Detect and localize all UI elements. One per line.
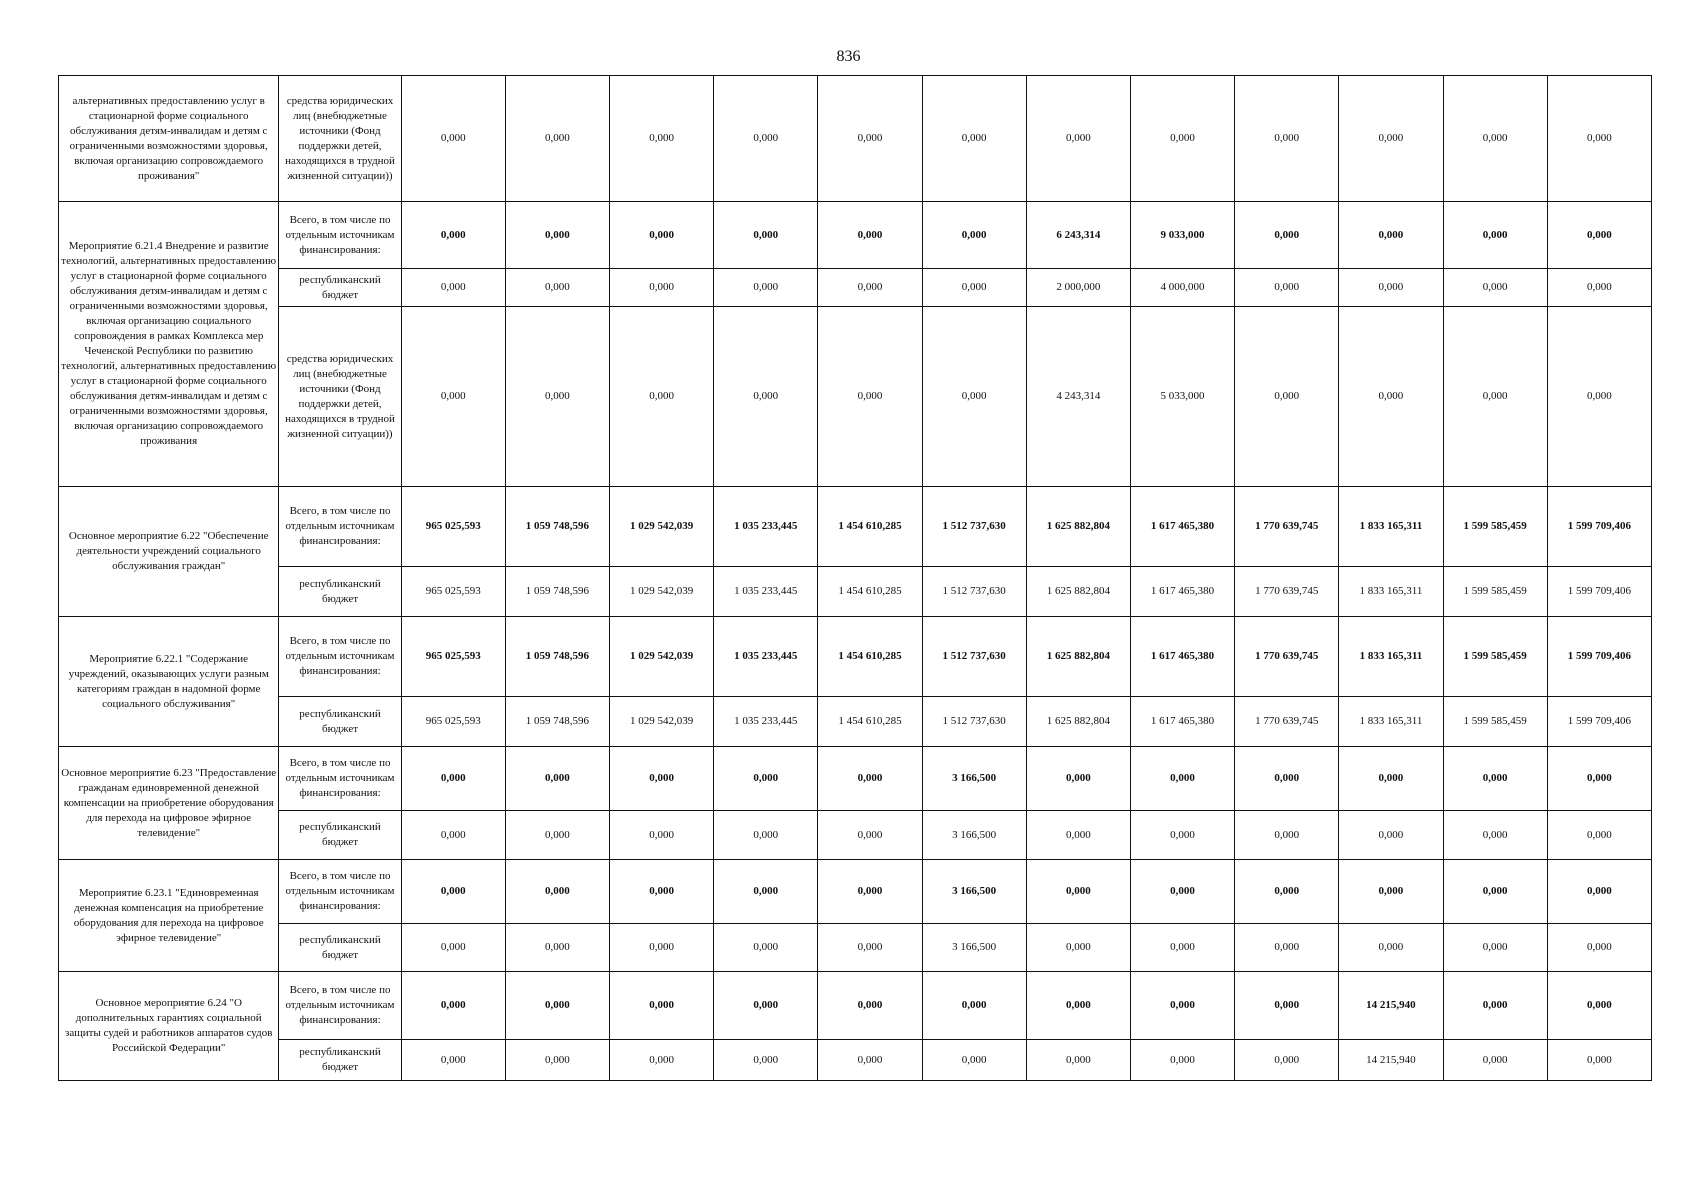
- amount-cell: 1 029 542,039: [610, 487, 714, 567]
- amount-cell: 1 512 737,630: [922, 697, 1026, 747]
- amount-cell: 0,000: [818, 924, 922, 972]
- amount-cell: 0,000: [505, 269, 609, 307]
- amount-cell: 1 035 233,445: [714, 697, 818, 747]
- amount-cell: 0,000: [1443, 1040, 1547, 1081]
- amount-cell: 1 454 610,285: [818, 617, 922, 697]
- amount-cell: 0,000: [1026, 924, 1130, 972]
- amount-cell: 1 833 165,311: [1339, 697, 1443, 747]
- amount-cell: 0,000: [505, 747, 609, 811]
- amount-cell: 14 215,940: [1339, 1040, 1443, 1081]
- amount-cell: 1 029 542,039: [610, 617, 714, 697]
- amount-cell: 1 625 882,804: [1026, 617, 1130, 697]
- amount-cell: 0,000: [922, 269, 1026, 307]
- amount-cell: 0,000: [714, 76, 818, 202]
- amount-cell: 0,000: [1547, 972, 1651, 1040]
- page-number: 836: [836, 48, 861, 65]
- amount-cell: 1 029 542,039: [610, 567, 714, 617]
- table-row: [59, 307, 1652, 487]
- amount-cell: 1 625 882,804: [1026, 487, 1130, 567]
- amount-cell: 1 617 465,380: [1130, 487, 1234, 567]
- amount-cell: 0,000: [1443, 924, 1547, 972]
- amount-cell: 0,000: [1235, 860, 1339, 924]
- amount-cell: 1 617 465,380: [1130, 697, 1234, 747]
- amount-cell: 0,000: [1235, 269, 1339, 307]
- amount-cell: 1 512 737,630: [922, 487, 1026, 567]
- amount-cell: 0,000: [401, 307, 505, 487]
- amount-cell: 0,000: [714, 269, 818, 307]
- amount-cell: 0,000: [610, 202, 714, 269]
- amount-cell: 0,000: [1026, 747, 1130, 811]
- amount-cell: 1 599 585,459: [1443, 697, 1547, 747]
- table-row: [59, 697, 1652, 747]
- amount-cell: 3 166,500: [922, 747, 1026, 811]
- amount-cell: 1 617 465,380: [1130, 567, 1234, 617]
- funding-source: Всего, в том числе по отдельным источникам финансирования:: [279, 972, 401, 1040]
- amount-cell: 0,000: [401, 860, 505, 924]
- amount-cell: 0,000: [505, 860, 609, 924]
- amount-cell: 0,000: [1235, 76, 1339, 202]
- amount-cell: 1 454 610,285: [818, 487, 922, 567]
- amount-cell: 0,000: [1130, 1040, 1234, 1081]
- funding-source: республиканский бюджет: [279, 567, 401, 617]
- amount-cell: 0,000: [1235, 972, 1339, 1040]
- amount-cell: 0,000: [401, 269, 505, 307]
- table-row: [59, 747, 1652, 811]
- amount-cell: 0,000: [610, 269, 714, 307]
- amount-cell: 0,000: [505, 202, 609, 269]
- amount-cell: 0,000: [922, 76, 1026, 202]
- amount-cell: 965 025,593: [401, 697, 505, 747]
- funding-source: средства юридических лиц (внебюджетные источники (Фонд поддержки детей, находящихся в трудной жизненной ситуации)): [279, 76, 401, 202]
- amount-cell: 0,000: [818, 972, 922, 1040]
- amount-cell: 9 033,000: [1130, 202, 1234, 269]
- amount-cell: 0,000: [818, 307, 922, 487]
- amount-cell: 4 000,000: [1130, 269, 1234, 307]
- amount-cell: 0,000: [1130, 747, 1234, 811]
- table-row: [59, 811, 1652, 860]
- amount-cell: 0,000: [505, 972, 609, 1040]
- table-row: [59, 972, 1652, 1040]
- budget-table: [58, 75, 1652, 1081]
- amount-cell: 0,000: [505, 76, 609, 202]
- amount-cell: 0,000: [505, 811, 609, 860]
- amount-cell: 1 454 610,285: [818, 697, 922, 747]
- amount-cell: 0,000: [818, 76, 922, 202]
- amount-cell: 1 035 233,445: [714, 617, 818, 697]
- amount-cell: 1 599 585,459: [1443, 567, 1547, 617]
- amount-cell: 0,000: [818, 811, 922, 860]
- funding-source: республиканский бюджет: [279, 1040, 401, 1081]
- amount-cell: 0,000: [1130, 860, 1234, 924]
- table-row: [59, 76, 1652, 202]
- amount-cell: 0,000: [1130, 811, 1234, 860]
- amount-cell: 0,000: [1443, 747, 1547, 811]
- funding-source: республиканский бюджет: [279, 811, 401, 860]
- amount-cell: 1 599 585,459: [1443, 487, 1547, 567]
- funding-source: республиканский бюджет: [279, 924, 401, 972]
- amount-cell: 1 770 639,745: [1235, 487, 1339, 567]
- amount-cell: 0,000: [401, 76, 505, 202]
- amount-cell: 0,000: [610, 972, 714, 1040]
- amount-cell: 3 166,500: [922, 924, 1026, 972]
- activity-title: Основное мероприятие 6.23 "Предоставление гражданам единовременной денежной компенсации на приобретение оборудования для перехода на цифровое эфирное телевидение": [59, 747, 279, 860]
- amount-cell: 0,000: [818, 202, 922, 269]
- amount-cell: 0,000: [1443, 972, 1547, 1040]
- funding-source: Всего, в том числе по отдельным источникам финансирования:: [279, 487, 401, 567]
- amount-cell: 0,000: [1547, 269, 1651, 307]
- amount-cell: 2 000,000: [1026, 269, 1130, 307]
- amount-cell: 0,000: [1235, 307, 1339, 487]
- amount-cell: 1 059 748,596: [505, 697, 609, 747]
- funding-source: средства юридических лиц (внебюджетные источники (Фонд поддержки детей, находящихся в трудной жизненной ситуации)): [279, 307, 401, 487]
- amount-cell: 965 025,593: [401, 617, 505, 697]
- amount-cell: 0,000: [1339, 202, 1443, 269]
- amount-cell: 0,000: [1026, 972, 1130, 1040]
- amount-cell: 1 625 882,804: [1026, 697, 1130, 747]
- amount-cell: 0,000: [1130, 76, 1234, 202]
- amount-cell: 0,000: [818, 860, 922, 924]
- amount-cell: 0,000: [1547, 924, 1651, 972]
- amount-cell: 1 833 165,311: [1339, 617, 1443, 697]
- amount-cell: 0,000: [401, 972, 505, 1040]
- activity-title: альтернативных предоставлению услуг в стационарной форме социального обслуживания детям-инвалидам и детям с ограниченными возможностями здоровья, включая организацию сопровождаемого проживания": [59, 76, 279, 202]
- amount-cell: 1 833 165,311: [1339, 567, 1443, 617]
- amount-cell: 14 215,940: [1339, 972, 1443, 1040]
- amount-cell: 1 599 709,406: [1547, 487, 1651, 567]
- amount-cell: 1 625 882,804: [1026, 567, 1130, 617]
- table-row: [59, 269, 1652, 307]
- amount-cell: 0,000: [1339, 76, 1443, 202]
- amount-cell: 0,000: [922, 307, 1026, 487]
- amount-cell: 0,000: [1130, 972, 1234, 1040]
- amount-cell: 0,000: [610, 1040, 714, 1081]
- amount-cell: 965 025,593: [401, 487, 505, 567]
- amount-cell: 1 454 610,285: [818, 567, 922, 617]
- amount-cell: 0,000: [714, 307, 818, 487]
- amount-cell: 1 059 748,596: [505, 567, 609, 617]
- amount-cell: 0,000: [1443, 307, 1547, 487]
- amount-cell: 0,000: [1026, 1040, 1130, 1081]
- amount-cell: 1 599 709,406: [1547, 617, 1651, 697]
- amount-cell: 0,000: [714, 1040, 818, 1081]
- amount-cell: 0,000: [922, 972, 1026, 1040]
- amount-cell: 0,000: [1547, 76, 1651, 202]
- amount-cell: 0,000: [610, 924, 714, 972]
- table-row: [59, 924, 1652, 972]
- amount-cell: 0,000: [1443, 202, 1547, 269]
- amount-cell: 0,000: [1443, 76, 1547, 202]
- amount-cell: 1 035 233,445: [714, 487, 818, 567]
- amount-cell: 0,000: [401, 747, 505, 811]
- table-row: [59, 617, 1652, 697]
- amount-cell: 965 025,593: [401, 567, 505, 617]
- amount-cell: 0,000: [1547, 1040, 1651, 1081]
- amount-cell: 5 033,000: [1130, 307, 1234, 487]
- amount-cell: 6 243,314: [1026, 202, 1130, 269]
- amount-cell: 0,000: [610, 747, 714, 811]
- amount-cell: 0,000: [1339, 860, 1443, 924]
- amount-cell: 0,000: [1339, 747, 1443, 811]
- amount-cell: 0,000: [1026, 811, 1130, 860]
- amount-cell: 0,000: [1547, 811, 1651, 860]
- amount-cell: 0,000: [1547, 860, 1651, 924]
- amount-cell: 0,000: [1443, 269, 1547, 307]
- amount-cell: 3 166,500: [922, 860, 1026, 924]
- activity-title: Мероприятие 6.22.1 "Содержание учреждений, оказывающих услуги разным категориям граждан в надомной форме социального обслуживания": [59, 617, 279, 747]
- amount-cell: 0,000: [1130, 924, 1234, 972]
- amount-cell: 0,000: [610, 76, 714, 202]
- amount-cell: 1 029 542,039: [610, 697, 714, 747]
- amount-cell: 1 833 165,311: [1339, 487, 1443, 567]
- amount-cell: 0,000: [1339, 269, 1443, 307]
- amount-cell: 0,000: [818, 747, 922, 811]
- amount-cell: 1 770 639,745: [1235, 567, 1339, 617]
- amount-cell: 1 059 748,596: [505, 617, 609, 697]
- amount-cell: 0,000: [1026, 860, 1130, 924]
- activity-title: Основное мероприятие 6.24 "О дополнительных гарантиях социальной защиты судей и работников аппаратов судов Российской Федерации": [59, 972, 279, 1081]
- amount-cell: 0,000: [922, 1040, 1026, 1081]
- amount-cell: 0,000: [818, 1040, 922, 1081]
- amount-cell: 0,000: [1026, 76, 1130, 202]
- amount-cell: 0,000: [1547, 747, 1651, 811]
- amount-cell: 0,000: [1339, 924, 1443, 972]
- amount-cell: 0,000: [818, 269, 922, 307]
- table-row: [59, 487, 1652, 567]
- amount-cell: 0,000: [714, 747, 818, 811]
- activity-title: Основное мероприятие 6.22 "Обеспечение деятельности учреждений социального обслуживания граждан": [59, 487, 279, 617]
- amount-cell: 0,000: [714, 924, 818, 972]
- amount-cell: 0,000: [401, 924, 505, 972]
- amount-cell: 0,000: [1339, 811, 1443, 860]
- amount-cell: 0,000: [505, 1040, 609, 1081]
- amount-cell: 1 512 737,630: [922, 617, 1026, 697]
- amount-cell: 1 035 233,445: [714, 567, 818, 617]
- amount-cell: 1 599 585,459: [1443, 617, 1547, 697]
- amount-cell: 0,000: [1547, 202, 1651, 269]
- amount-cell: 0,000: [1547, 307, 1651, 487]
- amount-cell: 1 599 709,406: [1547, 697, 1651, 747]
- amount-cell: 0,000: [714, 972, 818, 1040]
- activity-title: Мероприятие 6.23.1 "Единовременная денежная компенсация на приобретение оборудования для перехода на цифровое эфирное телевидение": [59, 860, 279, 972]
- funding-source: республиканский бюджет: [279, 697, 401, 747]
- amount-cell: 0,000: [1443, 860, 1547, 924]
- amount-cell: 0,000: [610, 811, 714, 860]
- amount-cell: 0,000: [1235, 924, 1339, 972]
- table-row: [59, 202, 1652, 269]
- funding-source: Всего, в том числе по отдельным источникам финансирования:: [279, 860, 401, 924]
- funding-source: Всего, в том числе по отдельным источникам финансирования:: [279, 747, 401, 811]
- amount-cell: 0,000: [1235, 811, 1339, 860]
- amount-cell: 0,000: [505, 307, 609, 487]
- amount-cell: 0,000: [1235, 747, 1339, 811]
- amount-cell: 1 617 465,380: [1130, 617, 1234, 697]
- table-row: [59, 1040, 1652, 1081]
- funding-source: Всего, в том числе по отдельным источникам финансирования:: [279, 202, 401, 269]
- amount-cell: 1 059 748,596: [505, 487, 609, 567]
- amount-cell: 0,000: [714, 202, 818, 269]
- amount-cell: 1 599 709,406: [1547, 567, 1651, 617]
- amount-cell: 0,000: [1443, 811, 1547, 860]
- amount-cell: 0,000: [1235, 202, 1339, 269]
- amount-cell: 0,000: [610, 307, 714, 487]
- amount-cell: 0,000: [401, 811, 505, 860]
- amount-cell: 0,000: [505, 924, 609, 972]
- amount-cell: 0,000: [610, 860, 714, 924]
- amount-cell: 0,000: [401, 1040, 505, 1081]
- amount-cell: 3 166,500: [922, 811, 1026, 860]
- funding-source: Всего, в том числе по отдельным источникам финансирования:: [279, 617, 401, 697]
- amount-cell: 1 770 639,745: [1235, 617, 1339, 697]
- funding-source: республиканский бюджет: [279, 269, 401, 307]
- amount-cell: 4 243,314: [1026, 307, 1130, 487]
- amount-cell: 0,000: [1339, 307, 1443, 487]
- amount-cell: 0,000: [1235, 1040, 1339, 1081]
- amount-cell: 1 770 639,745: [1235, 697, 1339, 747]
- amount-cell: 0,000: [401, 202, 505, 269]
- activity-title: Мероприятие 6.21.4 Внедрение и развитие технологий, альтернативных предоставлению услуг в стационарной форме социального обслуживания детям-инвалидам и детям с ограниченными возможностями здоровья, включая организацию социального сопровождения в рамках Комплекса мер Чеченской Республики по развитию технологий, альтернативных предоставлению услуг в стационарной форме социального обслуживания детям-инвалидам и детям с ограниченными возможностями здоровья, включая организацию сопровождаемого проживания: [59, 202, 279, 487]
- amount-cell: 1 512 737,630: [922, 567, 1026, 617]
- table-row: [59, 860, 1652, 924]
- amount-cell: 0,000: [714, 811, 818, 860]
- amount-cell: 0,000: [922, 202, 1026, 269]
- amount-cell: 0,000: [714, 860, 818, 924]
- table-row: [59, 567, 1652, 617]
